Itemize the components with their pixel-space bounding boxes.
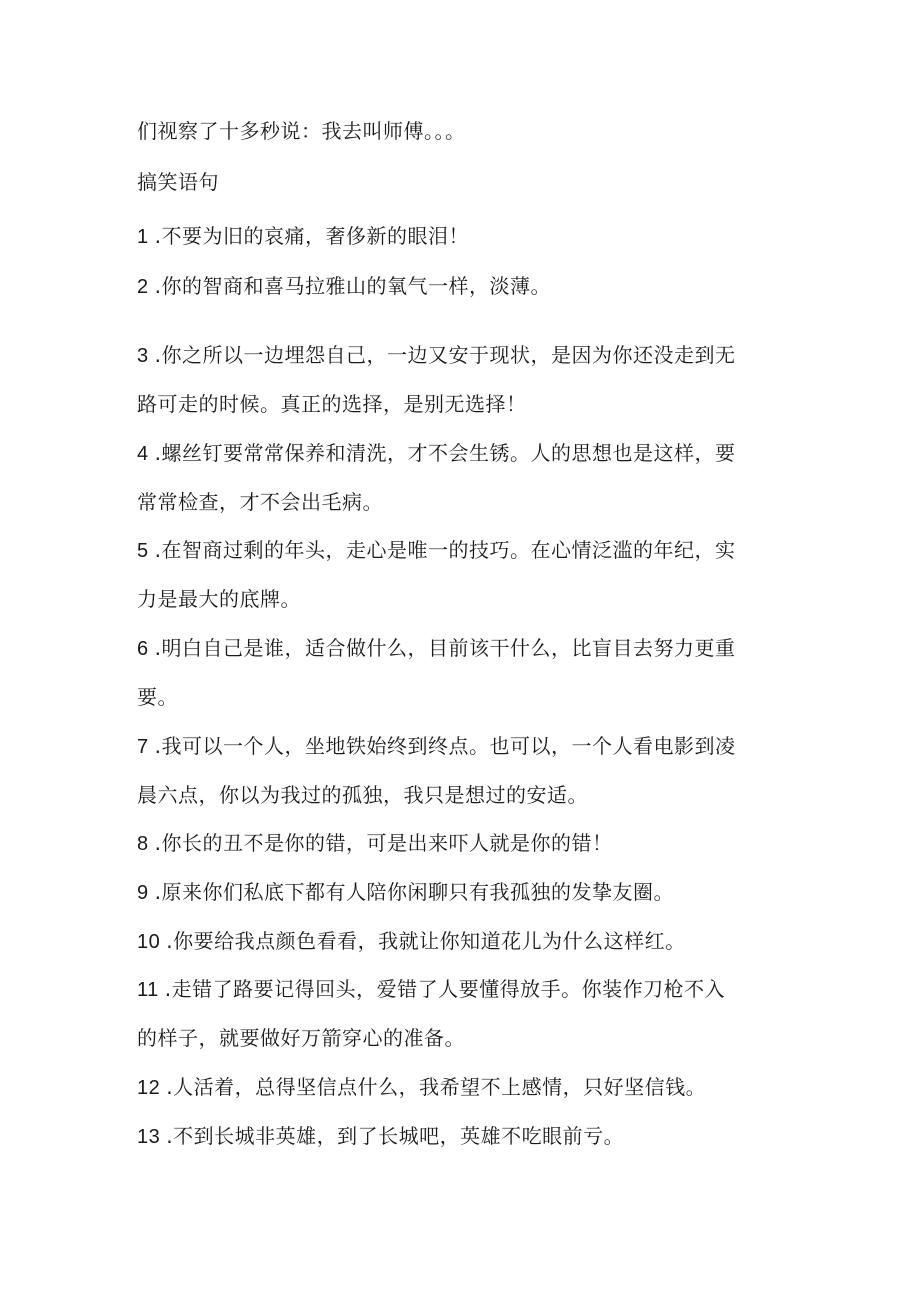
list-item-continuation: 要。 [137,685,178,709]
list-item [137,1122,624,1151]
list-item-continuation: 路可走的时候。真正的选择，是别无选择！ [137,392,527,416]
item-text: .你长的丑不是你的错，可是出来吓人就是你的错！ [154,831,613,855]
item-number: 6 [137,638,149,660]
item-text: .在智商过剩的年头，走心是唯一的技巧。在心情泛滥的年纪，实 [154,538,736,562]
continued-text: 们视察了十多秒说：我去叫师傅。。。 [137,119,466,143]
item-number: 9 [137,882,149,904]
item-number: 10 [137,931,161,953]
item-text: .不到长城非英雄，到了长城吧，英雄不吃眼前亏。 [166,1124,625,1148]
item-number: 1 [137,226,149,248]
list-item [137,634,735,663]
item-number: 7 [137,736,149,758]
item-number: 11 [137,979,159,1001]
item-text: .你要给我点颜色看看，我就让你知道花儿为什么这样红。 [166,929,686,953]
item-text: .人活着，总得坚信点什么，我希望不上感情，只好坚信钱。 [166,1075,707,1099]
item-text: .你之所以一边埋怨自己，一边又安于现状，是因为你还没走到无 [154,343,736,367]
item-text: .螺丝钉要常常保养和清洗，才不会生锈。人的思想也是这样，要 [154,441,736,465]
list-item-continuation: 力是最大的底牌。 [137,587,301,611]
item-number: 5 [137,540,149,562]
list-item [137,975,725,1004]
item-number: 3 [137,345,149,367]
list-item [137,878,674,907]
list-item [137,341,735,370]
item-text: .你的智商和喜马拉雅山的氧气一样，淡薄。 [154,274,551,298]
list-item [137,222,469,251]
item-number: 13 [137,1126,161,1148]
section-title: 搞笑语句 [137,170,219,194]
list-item-continuation: 晨六点，你以为我过的孤独，我只是想过的安适。 [137,783,588,807]
item-text: .明白自己是谁，适合做什么，目前该干什么，比盲目去努力更重 [154,636,736,660]
list-item [137,927,686,956]
item-number: 8 [137,833,149,855]
list-item-continuation: 常常检查，才不会出毛病。 [137,490,383,514]
list-item [137,829,612,858]
list-item [137,536,735,565]
list-item [137,272,551,301]
list-item [137,732,735,761]
item-text: .不要为旧的哀痛，奢侈新的眼泪！ [154,224,469,248]
item-text: .原来你们私底下都有人陪你闲聊只有我孤独的发挚友圈。 [154,880,674,904]
list-item-continuation: 的样子，就要做好万箭穿心的准备。 [137,1026,465,1050]
item-text: .走错了路要记得回头，爱错了人要懂得放手。你装作刀枪不入 [164,977,726,1001]
item-number: 12 [137,1077,161,1099]
item-text: .我可以一个人，坐地铁始终到终点。也可以，一个人看电影到凌 [154,734,736,758]
item-number: 2 [137,276,149,298]
list-item [137,1073,706,1102]
item-number: 4 [137,443,149,465]
list-item [137,439,735,468]
